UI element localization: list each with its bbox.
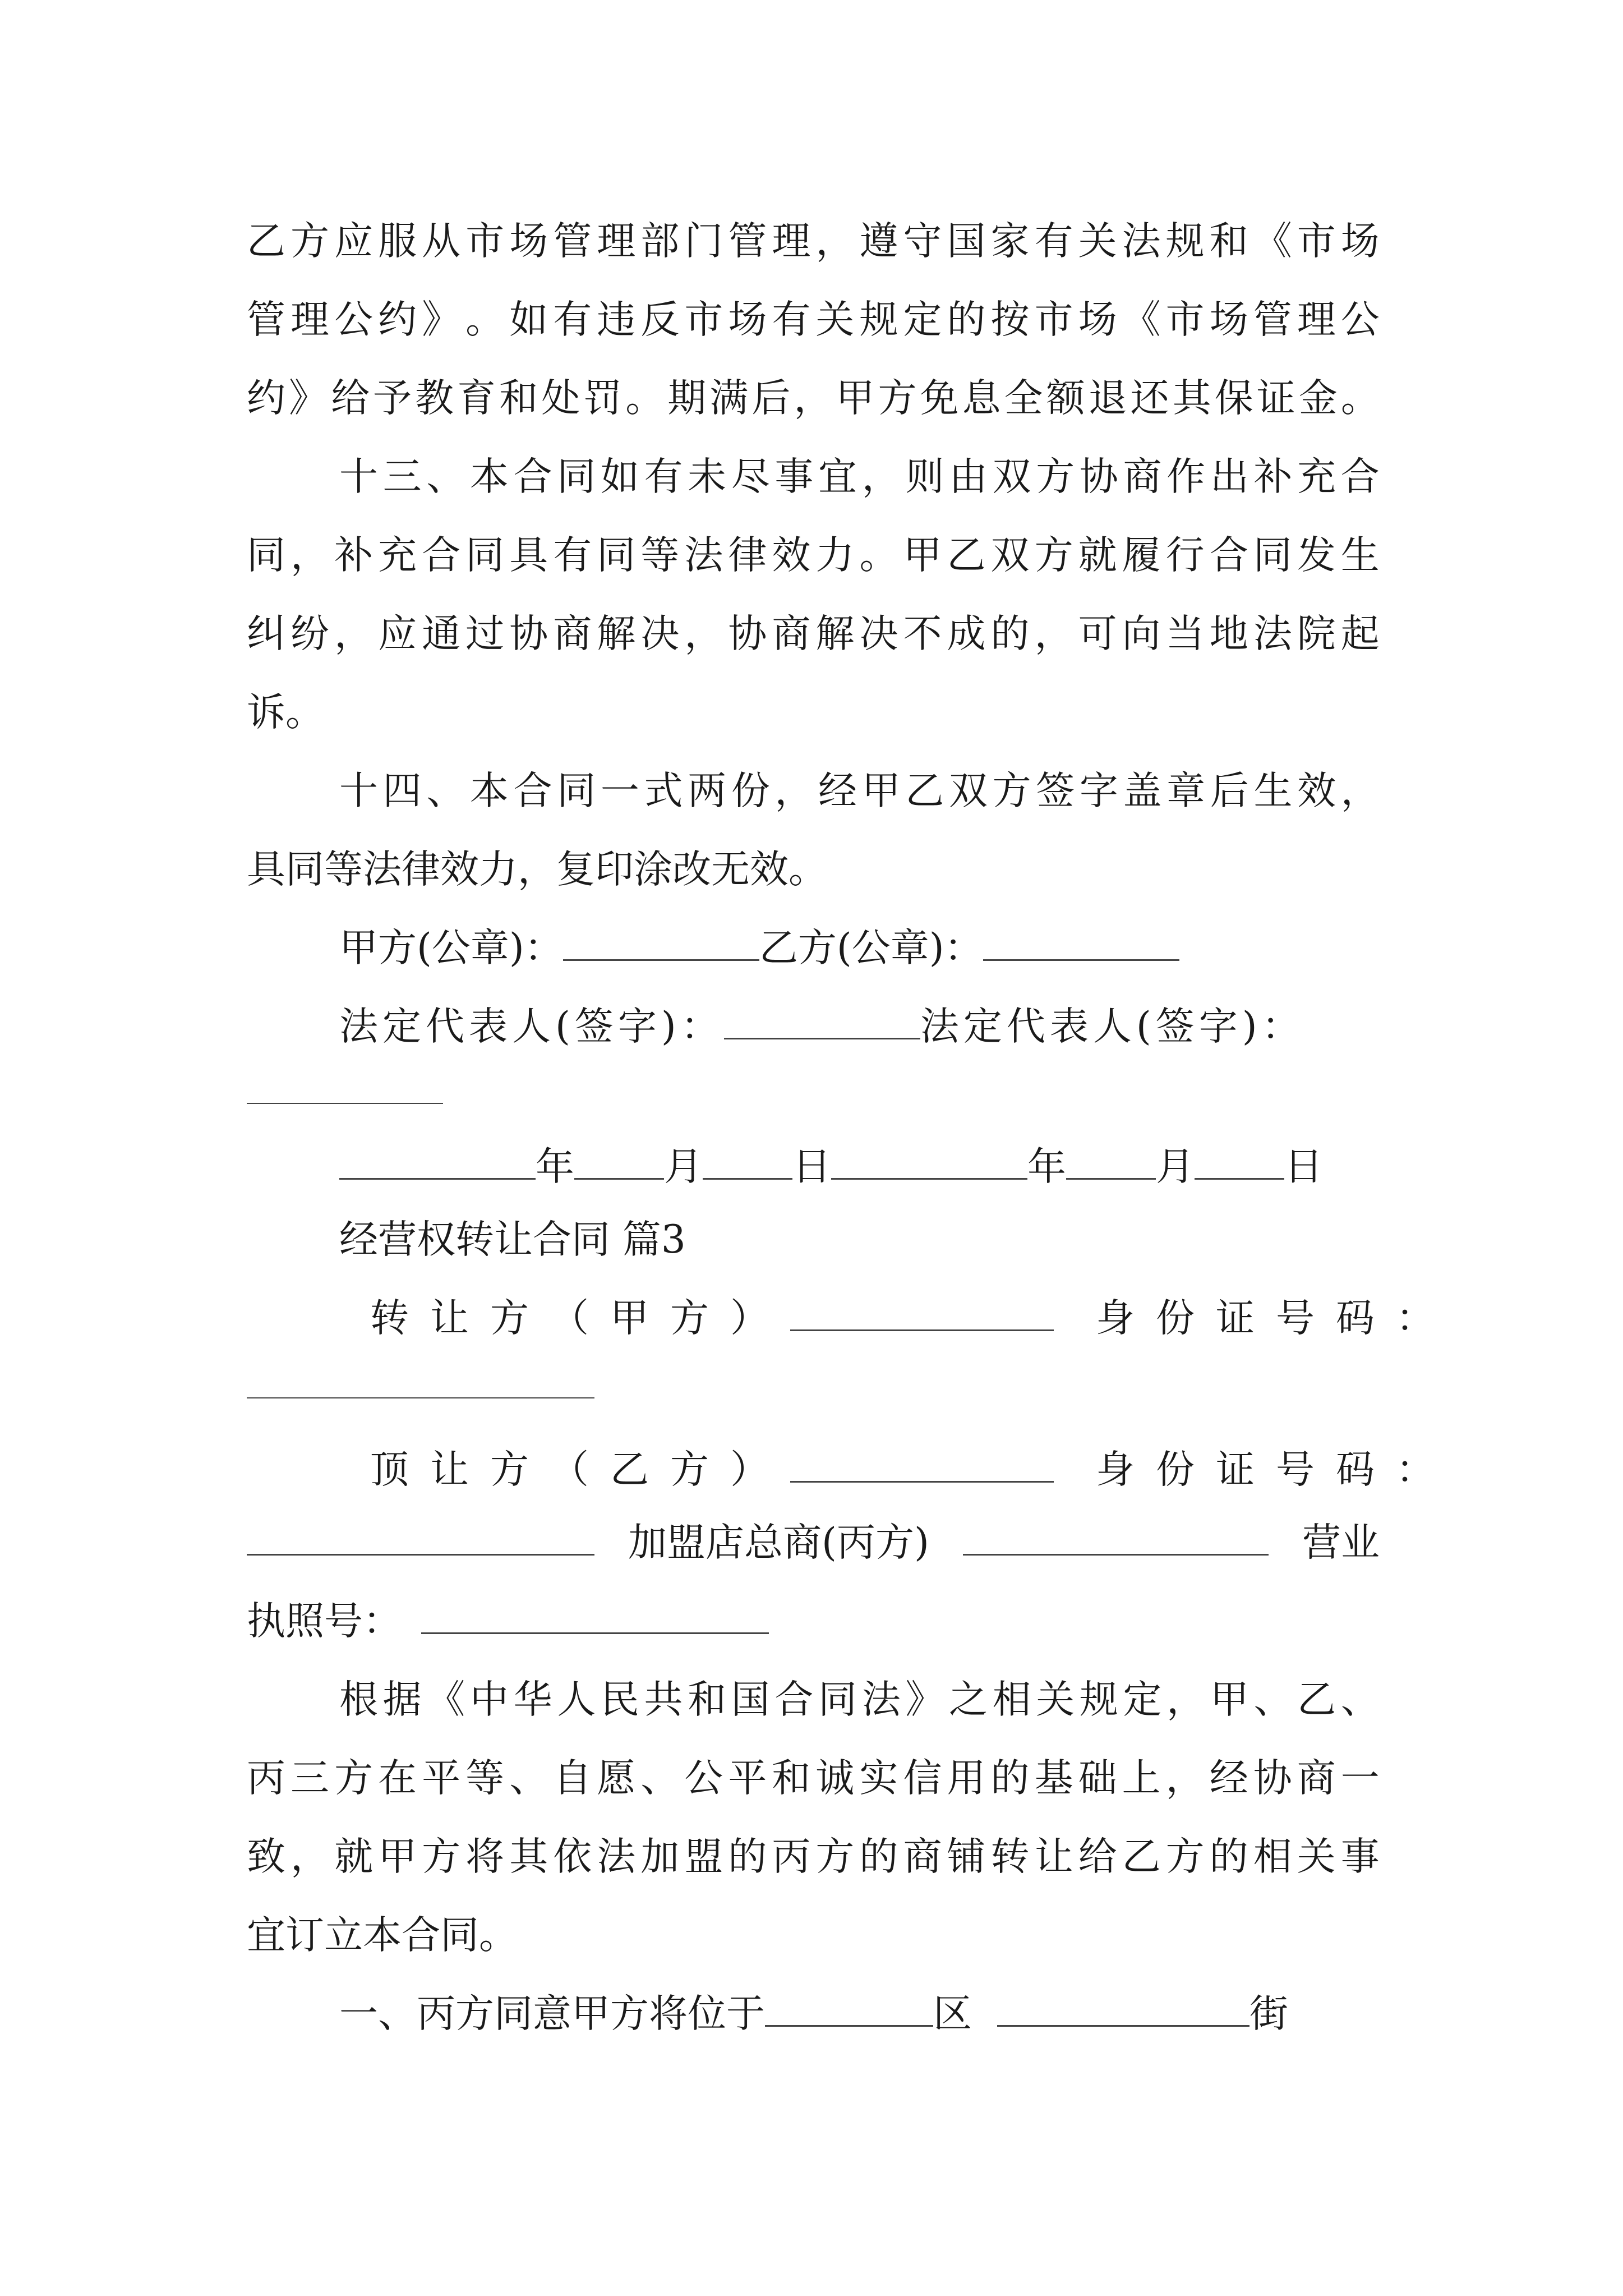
transferor-id-blank (247, 1360, 594, 1398)
month-b-blank (1066, 1141, 1156, 1180)
preamble-line-1: 根 据 《 中 华 人 民 共 和 国 合 同 法 》 之 相 关 规 定 ， 甲 、 乙 、 (339, 1677, 1380, 1722)
article-12-line-3: 约 》 给 予 教 育 和 处 罚 。 期 满 后 ， 甲 方 免 息 全 额 退 还 其 保 证 金 。 (247, 376, 1380, 421)
preamble-line-4: 宜订立本合同。 (247, 1913, 518, 1958)
transferor-line (370, 1290, 1456, 1346)
rep-b-blank (247, 1066, 443, 1104)
clause-1-line (339, 1986, 1288, 2042)
license-label-part1: 营业 (1302, 1520, 1380, 1565)
id-label-1: 身份证号码： (1096, 1296, 1456, 1341)
id-label-2: 身份证号码： (1096, 1447, 1456, 1492)
year-a-label: 年 (536, 1144, 574, 1189)
street-label: 街 (1249, 1991, 1288, 2036)
year-b-label: 年 (1027, 1144, 1066, 1189)
location-blank (765, 1988, 933, 2027)
year-a-blank (339, 1141, 536, 1180)
party-b-seal-label: 乙方(公章)： (759, 926, 983, 970)
seal-line (339, 920, 1179, 976)
article-12-line-1: 乙 方 应 服 从 市 场 管 理 部 门 管 理 ， 遵 守 国 家 有 关 法 规 和 《 市 场 (247, 219, 1380, 264)
section-3-heading: 经营权转让合同 篇3 (339, 1217, 686, 1262)
license-label-part2: 执照号： (247, 1599, 402, 1644)
article-13-line-2: 同 ， 补 充 合 同 具 有 同 等 法 律 效 力 。 甲 乙 双 方 就 履 行 合 同 发 生 (247, 533, 1380, 578)
transferee-label: 顶让方（乙方） (370, 1447, 790, 1492)
franchisor-line (247, 1515, 1380, 1571)
representative-line (339, 999, 1305, 1055)
rep-b-label: 法定代表人(签字)： (920, 1004, 1305, 1049)
article-14-line-2: 具同等法律效力，复印涂改无效。 (247, 847, 827, 892)
day-a-label: 日 (792, 1144, 831, 1189)
transferor-id-blank-line (247, 1358, 594, 1414)
rep-a-label: 法定代表人(签字)： (339, 1004, 724, 1049)
year-b-blank (831, 1141, 1027, 1180)
party-a-seal-label: 甲方(公章)： (339, 926, 563, 970)
day-a-blank (703, 1141, 792, 1180)
clause-1-start: 一、丙方同意甲方将位于 (339, 1991, 765, 2036)
preamble-line-3: 致 ， 就 甲 方 将 其 依 法 加 盟 的 丙 方 的 商 铺 转 让 给 乙 方 的 相 关 事 (247, 1834, 1380, 1879)
party-b-seal-blank (983, 922, 1179, 961)
transferee-id-blank (247, 1517, 594, 1556)
article-13-line-3: 纠 纷 ， 应 通 过 协 商 解 决 ， 协 商 解 决 不 成 的 ， 可 向 当 地 法 院 起 (247, 611, 1380, 656)
month-a-label: 月 (664, 1144, 703, 1189)
district-blank (997, 1988, 1249, 2027)
article-14-line-1: 十 四 、 本 合 同 一 式 两 份 ， 经 甲 乙 双 方 签 字 盖 章 后 生 效 ， (339, 769, 1380, 813)
transferee-blank (790, 1444, 1054, 1483)
article-13-line-1: 十 三 、 本 合 同 如 有 未 尽 事 宜 ， 则 由 双 方 协 商 作 出 补 充 合 (339, 454, 1380, 499)
date-line (339, 1139, 1323, 1195)
article-12-line-2: 管 理 公 约 》 。 如 有 违 反 市 场 有 关 规 定 的 按 市 场 《 市 场 管 理 公 (247, 297, 1380, 342)
day-b-label: 日 (1284, 1144, 1323, 1189)
month-b-label: 月 (1156, 1144, 1195, 1189)
preamble-line-2: 丙 三 方 在 平 等 、 自 愿 、 公 平 和 诚 实 信 用 的 基 础 上 ， 经 协 商 一 (247, 1756, 1380, 1801)
transferor-label: 转让方（甲方） (370, 1296, 790, 1341)
day-b-blank (1195, 1141, 1284, 1180)
license-line (247, 1593, 769, 1649)
transferor-blank (790, 1292, 1054, 1331)
district-label: 区 (933, 1991, 972, 2036)
rep-b-blank-line (247, 1063, 443, 1119)
franchisor-blank (963, 1517, 1269, 1556)
party-a-seal-blank (563, 922, 759, 961)
transferee-line (370, 1442, 1456, 1498)
license-blank (421, 1595, 769, 1634)
month-a-blank (574, 1141, 664, 1180)
franchisor-label: 加盟店总商(丙方) (628, 1520, 929, 1565)
article-13-line-4: 诉。 (247, 690, 324, 735)
rep-a-blank (724, 1001, 920, 1039)
